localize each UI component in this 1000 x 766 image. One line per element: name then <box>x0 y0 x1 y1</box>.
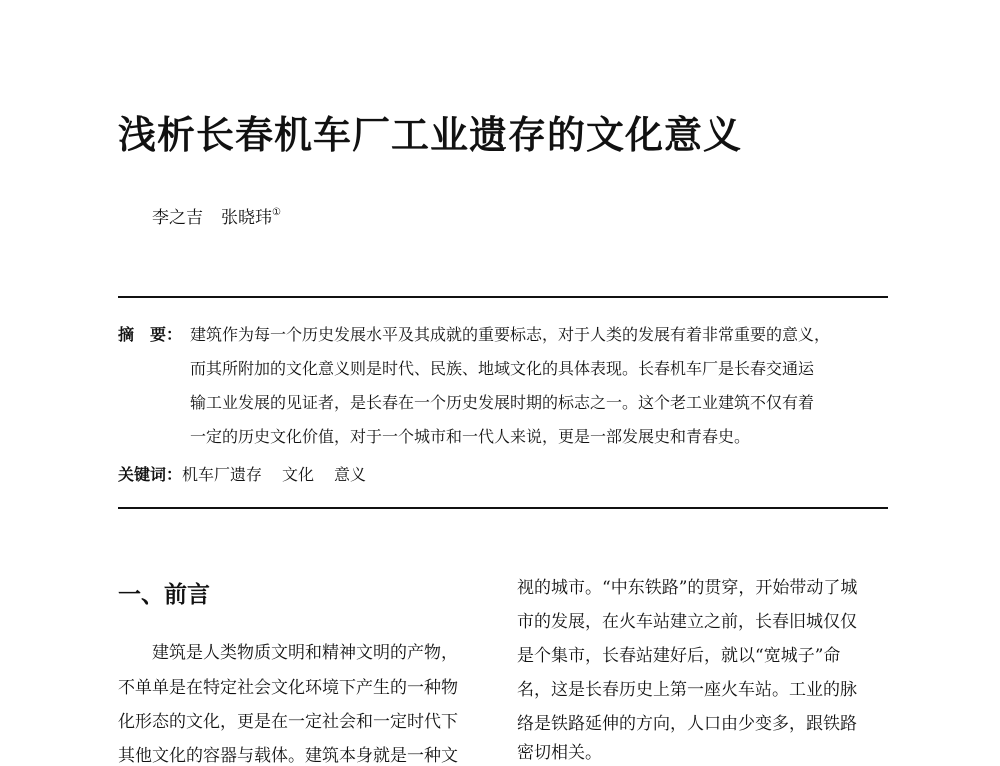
author-name: 张晓玮 <box>221 208 272 228</box>
body-text-line: 名，这是长春历史上第一座火车站。工业的脉 <box>517 680 857 700</box>
abstract-label: 摘 要： <box>118 325 183 344</box>
body-text-line: 其他文化的容器与载体。建筑本身就是一种文 <box>118 746 458 766</box>
section-heading: 一、前言 <box>118 581 210 608</box>
keyword: 文化 <box>282 465 315 484</box>
author-name: 李之吉 <box>152 208 203 228</box>
body-text-line: 不单单是在特定社会文化环境下产生的一种物 <box>118 678 458 698</box>
body-text-line: 是个集市，长春站建好后，就以“宽城子”命 <box>517 646 841 666</box>
body-text-line: 络是铁路延伸的方向，人口由少变多，跟铁路 <box>517 714 857 734</box>
footnote-marker: ① <box>272 207 281 218</box>
paper-title: 浅析长春机车厂工业遗存的文化意义 <box>118 112 743 157</box>
body-text-line: 视的城市。“中东铁路”的贯穿，开始带动了城 <box>517 578 858 598</box>
author-line <box>152 203 281 228</box>
body-text-line: 密切相关。 <box>517 743 602 763</box>
abstract-top-rule <box>118 296 888 298</box>
abstract-line: 一定的历史文化价值，对于一个城市和一代人来说，更是一部发展史和青春史。 <box>190 427 751 446</box>
keywords-label: 关键词： <box>118 465 183 484</box>
abstract-line: 而其所附加的文化意义则是时代、民族、地域文化的具体表现。长春机车厂是长春交通运 <box>190 359 815 378</box>
abstract-line: 建筑作为每一个历史发展水平及其成就的重要标志，对于人类的发展有着非常重要的意义， <box>190 325 831 344</box>
abstract-line: 输工业发展的见证者，是长春在一个历史发展时期的标志之一。这个老工业建筑不仅有着 <box>190 393 815 412</box>
abstract-bottom-rule <box>118 507 888 509</box>
body-text-line: 市的发展，在火车站建立之前，长春旧城仅仅 <box>517 612 857 632</box>
keyword: 意义 <box>334 465 367 484</box>
keywords-line <box>118 462 366 485</box>
keyword: 机车厂遗存 <box>182 465 263 484</box>
body-text-line: 建筑是人类物质文明和精神文明的产物， <box>152 643 458 663</box>
body-text-line: 化形态的文化，更是在一定社会和一定时代下 <box>118 712 458 732</box>
